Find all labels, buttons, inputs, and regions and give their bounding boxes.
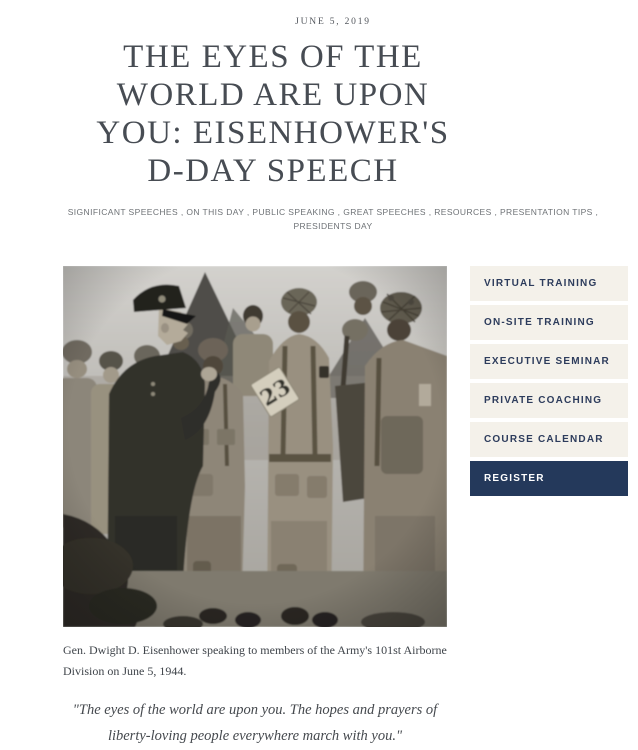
post-tags-line[interactable]: PRESIDENTS DAY [293, 221, 373, 231]
post-date: JUNE 5, 2019 [295, 17, 371, 27]
sidebar-item-virtual-training[interactable] [470, 266, 628, 301]
post-tags[interactable] [28, 205, 638, 233]
sidebar-nav [470, 266, 628, 500]
sidebar-item-label: ON-SITE TRAINING [484, 317, 595, 328]
sidebar-item-label: PRIVATE COACHING [484, 395, 603, 406]
sidebar-item-label: VIRTUAL TRAINING [484, 278, 598, 289]
pull-quote-line: liberty-loving people everywhere march with you." [107, 728, 403, 744]
sidebar-item-course-calendar[interactable] [470, 422, 628, 457]
post-header [0, 0, 638, 233]
sidebar-item-private-coaching[interactable] [470, 383, 628, 418]
sidebar-item-on-site-training[interactable] [470, 305, 628, 340]
photo-caption [63, 640, 447, 682]
article-column [63, 266, 447, 749]
pull-quote [63, 697, 447, 749]
sidebar-item-label: REGISTER [484, 473, 545, 484]
article-photo [63, 266, 447, 627]
pull-quote-line: "The eyes of the world are upon you. The hopes and prayers of [72, 702, 438, 718]
sidebar-item-label: COURSE CALENDAR [484, 434, 604, 445]
sidebar-item-executive-seminar[interactable] [470, 344, 628, 379]
photo-vignette [63, 266, 447, 627]
post-title-line: YOU: EISENHOWER'S [96, 115, 450, 151]
post-title-line: THE EYES OF THE [123, 39, 423, 75]
post-tags-line[interactable]: SIGNIFICANT SPEECHES , ON THIS DAY , PUBLIC SPEAKING , GREAT SPEECHES , RESOURCES , PRESENTATION TIPS , [67, 207, 599, 217]
sidebar-item-label: EXECUTIVE SEMINAR [484, 356, 610, 367]
sidebar-item-register[interactable] [470, 461, 628, 496]
post-title [53, 38, 493, 190]
photo-caption-line: Division on June 5, 1944. [63, 664, 187, 678]
post-title-line: D-DAY SPEECH [147, 153, 399, 189]
photo-illustration [63, 266, 447, 627]
photo-caption-line: Gen. Dwight D. Eisenhower speaking to members of the Army's 101st Airborne [63, 643, 447, 657]
post-title-line: WORLD ARE UPON [116, 77, 430, 113]
main-content-row [63, 266, 638, 749]
